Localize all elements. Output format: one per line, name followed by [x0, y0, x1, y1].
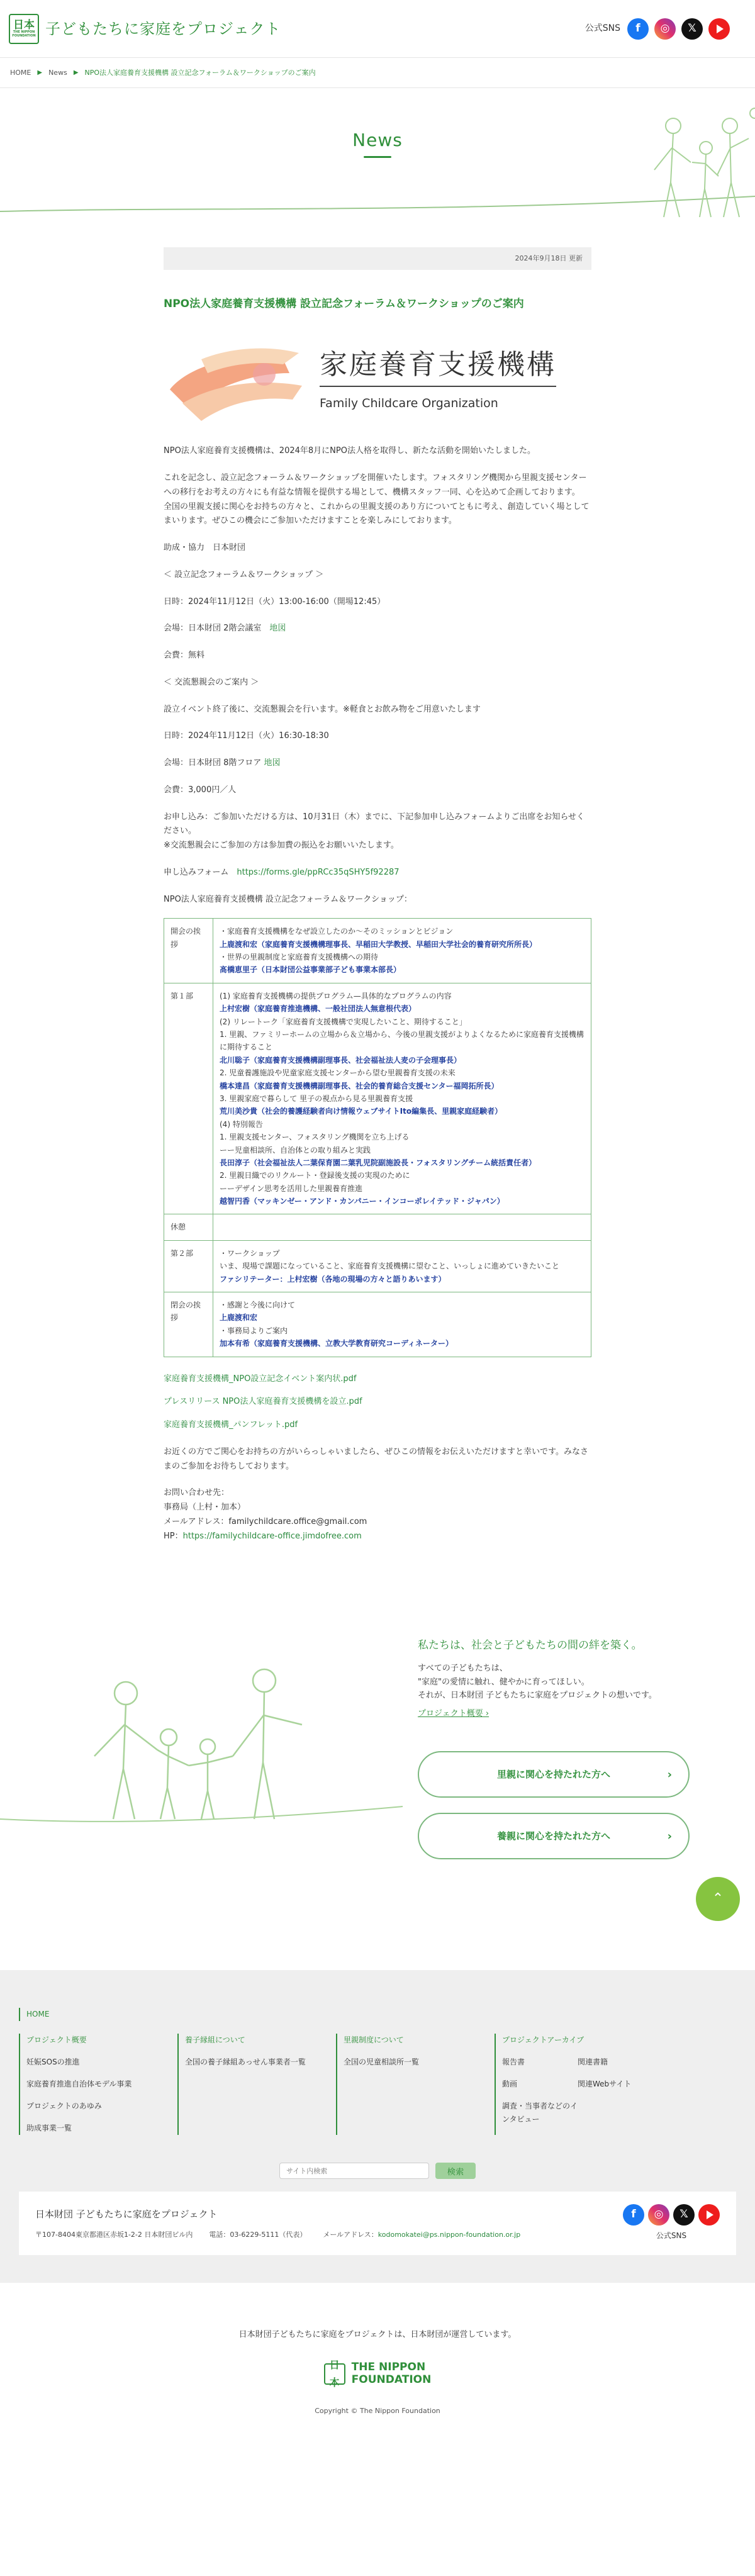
page-hero — [0, 88, 755, 225]
contact-heading: お問い合わせ先： — [164, 1488, 230, 1498]
org-sns — [623, 2204, 720, 2243]
footer-nav-link[interactable]: 調査・当事者などのインタビュー — [502, 2102, 578, 2124]
footer-message — [418, 1637, 707, 1722]
cta-label: 里親に関心を持たれた方へ — [496, 1769, 610, 1781]
speaker-name: 橋本達昌（家庭養育支援機構副理事長、社会的養育総合支援センター福岡拓所長） — [220, 1081, 499, 1090]
nippon-foundation-logo-icon: 日本 — [324, 2363, 345, 2385]
social-date: 日時：2024年11月12日（火）16:30-18:30 — [164, 731, 329, 741]
chevron-right-icon: › — [667, 1767, 672, 1781]
social-venue-text: 会場：日本財団 8階フロア — [164, 758, 262, 768]
org-address: 〒107-8404東京都港区赤坂1-2-2 日本財団ビル内 — [35, 2231, 193, 2239]
program-section-content — [213, 1214, 591, 1240]
article — [164, 247, 591, 1543]
forum-heading: ＜ 設立記念フォーラム＆ワークショップ ＞ — [164, 569, 324, 580]
program-item: ・家庭養育支援機構をなぜ設立したのか〜そのミッションとビジョン — [220, 927, 454, 936]
organization-logo — [164, 331, 591, 432]
intro-paragraph: NPO法人家庭養育支援機構は、2024年8月にNPO法人格を取得し、新たな活動を開始いたしました。 — [164, 446, 535, 456]
contact-hp-label: HP： — [164, 1531, 183, 1541]
forum-date: 日時：2024年11月12日（火）13:00-16:00（開場12:45） — [164, 596, 386, 607]
logo-text: 家庭養育支援機構 — [320, 349, 556, 381]
organization-info — [19, 2192, 736, 2255]
program-row — [164, 1240, 591, 1292]
event-invitation: 全国の里親支援に関心をお持ちの方々と、これからの里親支援のあり方についてともに考え、創造していく場としてまいります。ぜひこの機会にご参加いただけますことを楽しみにしております。 — [164, 501, 590, 526]
program-section-head: 休憩 — [164, 1214, 213, 1240]
footer-nav-heading[interactable]: プロジェクト概要 — [26, 2036, 87, 2045]
footer-nav-link[interactable]: 全国の児童相談所一覧 — [344, 2058, 420, 2067]
footer-nav-link[interactable]: 報告書 — [502, 2058, 525, 2067]
program-item: 1. 里親、ファミリーホームの立場から＆立場から、今後の里親支援がよりよくなるために家庭養育支援機構に期待すること — [220, 1029, 584, 1052]
hands-logo-icon — [164, 334, 308, 428]
footer-nav-link[interactable]: 関連Webサイト — [578, 2080, 632, 2089]
footer-nav-items — [344, 2056, 495, 2069]
wordmark-line: THE NIPPON — [351, 2361, 426, 2374]
breadcrumb-separator-icon: ▶ — [73, 69, 79, 76]
form-label: 申し込みフォーム — [164, 867, 229, 877]
speaker-name: 上村宏樹（家庭養育推進機構、一般社団法人無意根代表） — [220, 1004, 417, 1014]
footer-nav-link[interactable]: 妊娠SOSの推進 — [26, 2058, 80, 2067]
update-date: 2024年9月18日 更新 — [164, 247, 591, 269]
contact-office: 事務局（上村・加本） — [164, 1503, 246, 1513]
social-venue — [164, 756, 591, 771]
facebook-icon[interactable]: f — [627, 18, 649, 40]
project-overview-link[interactable]: プロジェクト概要 › — [418, 1709, 489, 1719]
program-item: 3. 里親家庭で暮らして 里子の視点から見る里親養育支援 — [220, 1094, 413, 1103]
footer-nav-heading[interactable]: 養子縁組について — [185, 2036, 245, 2045]
program-item: ・事務局よりご案内 — [220, 1326, 288, 1335]
project-overview-label: プロジェクト概要 — [418, 1709, 483, 1719]
speaker-name: 荒川美沙貴（社会的養護経験者向け情報ウェブサイトIto編集長、里親家庭経験者） — [220, 1107, 503, 1116]
footer-nav-column — [336, 2034, 495, 2135]
footer-message-section — [0, 1637, 755, 1970]
program-row — [164, 1214, 591, 1240]
breadcrumb-home[interactable]: HOME — [10, 69, 31, 77]
event-description: これを記念し、設立記念フォーラム＆ワークショップを開催いたします。フォスタリング機関から里親支援センターへの移行をお考えの方々にも有益な情報を提供する場として、機構スタッフ一同、心を込めて企画しております。 — [164, 473, 587, 497]
map-link[interactable]: 地図 — [269, 624, 286, 634]
youtube-icon[interactable] — [698, 2204, 720, 2226]
speaker-name: 長田淳子（社会福祉法人二葉保育園二葉乳児院副施設長・フォスタリングチーム統括責任者） — [220, 1158, 537, 1167]
program-item: 2. 児童養護施設や児童家庭支援センターから望む里親養育支援の未来 — [220, 1068, 456, 1078]
search-button[interactable]: 検索 — [435, 2163, 476, 2179]
site-header — [0, 0, 755, 58]
x-twitter-icon[interactable]: 𝕏 — [673, 2204, 695, 2226]
program-section-content — [213, 1292, 591, 1357]
footer-nav-link[interactable]: 動画 — [502, 2080, 518, 2089]
footer-columns — [19, 2034, 736, 2135]
footer-nav-heading[interactable]: 里親制度について — [344, 2036, 404, 2045]
footer-bottom — [0, 2283, 755, 2442]
back-to-top-button[interactable] — [696, 1877, 740, 1921]
page-title: News — [352, 130, 403, 151]
family-walking-icon — [94, 1669, 302, 1819]
breadcrumb — [0, 58, 755, 88]
article-closing — [164, 1445, 591, 1544]
adoptive-parent-cta-button[interactable] — [418, 1813, 690, 1859]
speaker-name: 髙橋恵里子（日本財団公益事業部子ども事業本部長） — [220, 965, 401, 975]
program-item: (2) リレートーク「家庭養育支援機構で実現したいこと、期待すること」 — [220, 1017, 467, 1026]
x-twitter-icon[interactable]: 𝕏 — [681, 18, 703, 40]
program-row — [164, 983, 591, 1214]
org-mail — [323, 2229, 520, 2241]
article-body — [164, 444, 591, 907]
instagram-icon[interactable]: ◎ — [648, 2204, 669, 2226]
sns-label: 公式SNS — [584, 23, 620, 34]
logo-subtext: Family Childcare Organization — [320, 396, 498, 411]
chevron-right-icon: › — [667, 1829, 672, 1843]
org-address-row — [35, 2229, 520, 2241]
speaker-name: 上鹿渡和宏 — [220, 1313, 258, 1323]
nippon-foundation-logo[interactable] — [324, 2358, 432, 2388]
speaker-name: 北川聡子（家庭養育支援機構副理事長、社会福祉法人麦の子会理事長） — [220, 1055, 462, 1065]
map-link[interactable]: 地図 — [264, 758, 281, 768]
contact-mail: メールアドレス：familychildcare.office@gmail.com — [164, 1516, 367, 1526]
footer-nav-link[interactable]: プロジェクトのあゆみ — [26, 2102, 102, 2111]
closing-text: お近くの方でご関心をお持ちの方がいらっしゃいましたら、ぜひこの情報をお伝えいただけますと幸いです。みなさまのご参加をお待ちしております。 — [164, 1447, 588, 1471]
article-title: NPO法人家庭養育支援機構 設立記念フォーラム＆ワークショップのご案内 — [164, 297, 524, 310]
breadcrumb-news[interactable]: News — [48, 69, 67, 77]
site-search — [0, 2163, 755, 2179]
org-mail-link[interactable]: kodomokatei@ps.nippon-foundation.or.jp — [378, 2231, 521, 2239]
footer-nav-column — [19, 2034, 177, 2135]
youtube-icon[interactable] — [708, 18, 730, 40]
pdf-link[interactable]: プレスリリース NPO法人家庭養育支援機構を設立.pdf — [164, 1397, 362, 1407]
logo-rule — [320, 386, 556, 387]
pdf-link[interactable]: 家庭養育支援機構_パンフレット.pdf — [164, 1420, 298, 1430]
message-line: "家庭"の愛情に触れ、健やかに育ってほしい。 — [418, 1677, 590, 1687]
wordmark-line: FOUNDATION — [351, 2373, 432, 2386]
program-title: NPO法人家庭養育支援機構 設立記念フォーラム＆ワークショップ： — [164, 894, 412, 904]
title-underline — [364, 156, 391, 158]
speaker-name: 越智円香（マッキンゼー・アンド・カンパニー・インコーポレイテッド・ジャパン） — [220, 1197, 505, 1206]
program-item: (1) 家庭養育支援機構の提供プログラム—具体的なプログラムの内容 — [220, 991, 452, 1000]
breadcrumb-separator-icon: ▶ — [37, 69, 43, 76]
pdf-link[interactable]: 家庭養育支援機構_NPO設立記念イベント案内状.pdf — [164, 1374, 357, 1384]
footer-nav-link[interactable]: 関連書籍 — [578, 2058, 608, 2067]
footer-nav-link[interactable]: 家庭養育推進自治体モデル事業 — [26, 2080, 132, 2089]
forum-venue — [164, 622, 591, 636]
footer-nav-items — [185, 2056, 336, 2069]
org-details — [35, 2206, 520, 2241]
program-item: (4) 特別報告 — [220, 1119, 263, 1129]
program-item: ・世界の里親制度と家庭養育支援機構への期待 — [220, 953, 379, 962]
speaker-name: 上鹿渡和宏（家庭養育支援機構理事長、早稲田大学教授、早稲田大学社会的養育研究所所長） — [220, 939, 537, 949]
site-title: 子どもたちに家庭をプロジェクト — [45, 20, 281, 38]
org-mail-label: メールアドレス： — [323, 2231, 378, 2239]
forum-fee: 会費：無料 — [164, 651, 205, 660]
org-sns-label: 公式SNS — [656, 2231, 687, 2241]
program-section-content — [213, 983, 591, 1214]
pdf-links — [164, 1372, 591, 1433]
facebook-icon[interactable]: f — [623, 2204, 644, 2226]
program-item: ーーデザイン思考を活用した里親養育推進 — [220, 1184, 363, 1193]
nippon-foundation-wordmark — [352, 2361, 432, 2386]
program-section-content — [213, 919, 591, 983]
program-section-content — [213, 1240, 591, 1292]
program-item: 2. 里親日織でのリクルート・登録後支援の実現のために — [220, 1171, 410, 1180]
chevron-up-icon: ⌃ — [712, 1891, 724, 1907]
footer-home-link[interactable]: HOME — [19, 2008, 736, 2021]
org-sns-icons — [623, 2204, 720, 2226]
logo-mark-text: 日本 — [13, 18, 35, 31]
site-logo[interactable] — [9, 14, 281, 44]
contact-hp-link[interactable]: https://familychildcare-office.jimdofree.com — [182, 1531, 362, 1541]
footer-nav-column — [495, 2034, 653, 2135]
contact-hp — [164, 1530, 591, 1544]
logo-sub-text: THE NIPPON FOUNDATION — [12, 30, 36, 38]
foster-parent-cta-button[interactable] — [418, 1751, 690, 1798]
program-row — [164, 919, 591, 983]
operated-by-text: 日本財団子どもたちに家庭をプロジェクトは、日本財団が運営しています。 — [238, 2330, 517, 2340]
message-title: 私たちは、社会と子どもたちの間の絆を築く。 — [418, 1639, 642, 1652]
org-phone: 電話：03-6229-5111（代表） — [209, 2231, 307, 2239]
program-section-head: 開会の挨拶 — [164, 919, 213, 983]
program-section-head: 第１部 — [164, 983, 213, 1214]
footer-nav-link[interactable]: 全国の養子縁組あっせん事業者一覧 — [185, 2058, 306, 2067]
site-footer — [0, 1970, 755, 2283]
forum-venue-text: 会場：日本財団 2階会議室 — [164, 624, 262, 634]
breadcrumb-current: NPO法人家庭養育支援機構 設立記念フォーラム＆ワークショップのご案内 — [84, 69, 316, 77]
program-section-head: 閉会の挨拶 — [164, 1292, 213, 1357]
form-link[interactable]: https://forms.gle/ppRCc35qSHY5f92287 — [237, 867, 400, 877]
program-table — [164, 918, 591, 1357]
footer-nav-link[interactable]: 助成事業一覧 — [26, 2124, 72, 2133]
nippon-foundation-logo-icon — [9, 14, 39, 44]
speaker-name: 加本有希（家庭養育支援機構、立教大学教育研究コーディネーター） — [220, 1339, 454, 1348]
footer-nav-column — [177, 2034, 336, 2135]
speaker-name: ファシリテーター：上村宏樹（各地の現場の方々と語りあいます） — [220, 1274, 446, 1284]
apply-instructions: お申し込み：ご参加いただける方は、10月31日（木）までに、下記参加申し込みフォームよりご出席をお知らせください。 — [164, 812, 585, 836]
footer-nav-items — [26, 2056, 177, 2135]
social-fee: 会費：3,000円／人 — [164, 785, 237, 795]
program-item: ーー児童相談所、自治体との取り組みと実践 — [220, 1145, 371, 1155]
footer-nav-heading[interactable]: プロジェクトアーカイブ — [502, 2036, 584, 2045]
search-input[interactable] — [279, 2163, 429, 2179]
cta-label: 養親に関心を持たれた方へ — [496, 1830, 610, 1842]
program-item: いま、現場で課題になっていること、家庭養育支援機構に望むこと、いっしょに進めていきたいこと — [220, 1262, 560, 1271]
social-heading: ＜ 交流懇親会のご案内 ＞ — [164, 677, 259, 687]
program-section-head: 第２部 — [164, 1240, 213, 1292]
program-row — [164, 1292, 591, 1357]
instagram-icon[interactable]: ◎ — [654, 18, 676, 40]
footer-nav-items — [502, 2047, 653, 2126]
message-line: それが、日本財団 子どもたちに家庭をプロジェクトの想いです。 — [418, 1690, 657, 1700]
program-item: 1. 里親支援センター、フォスタリング機関を立ち上げる — [220, 1133, 410, 1142]
social-description: 設立イベント終了後に、交流懇親会を行います。※軽食とお飲み物をご用意いたします — [164, 704, 481, 714]
footer-nav — [19, 2008, 736, 2135]
copyright: Copyright © The Nippon Foundation — [315, 2407, 440, 2416]
message-line: すべての子どもたちは、 — [418, 1664, 508, 1674]
program-item: ・感謝と今後に向けて — [220, 1301, 296, 1310]
apply-note: ※交流懇親会にご参加の方は参加費の振込をお願いいたします。 — [164, 841, 399, 850]
org-name: 日本財団 子どもたちに家庭をプロジェクト — [35, 2209, 218, 2220]
header-sns — [585, 18, 730, 40]
logo-text-block — [320, 349, 556, 414]
support-text: 助成・協力 日本財団 — [164, 543, 246, 552]
form-line — [164, 866, 591, 880]
program-item: ・ワークショップ — [220, 1248, 280, 1258]
